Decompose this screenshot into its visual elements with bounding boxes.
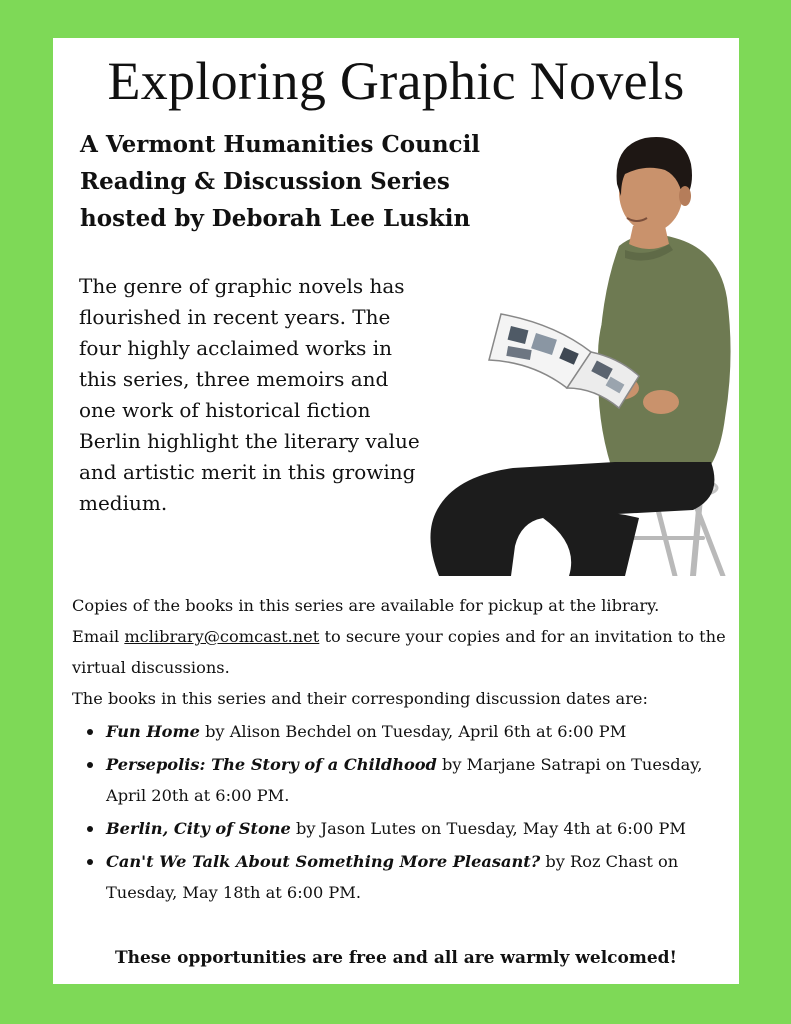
intro-paragraph: The genre of graphic novels has flourished in recent years. The four highly acclaimed works in this series, three memoirs and one work of historical fiction Berlin highlight the literary value and artistic merit in this growing medium. (79, 274, 420, 515)
book-list-item (106, 716, 732, 747)
poster-title: Exploring Graphic Novels (107, 51, 685, 111)
email-link[interactable]: mclibrary@comcast.net (124, 627, 320, 646)
subtitle-line: Reading & Discussion Series (80, 168, 450, 195)
email-suffix: to secure your copies and for an invitation to the virtual discussions. (72, 627, 726, 677)
man-reading-illustration (393, 126, 733, 576)
book-info: by Roz Chast on Tuesday, May 18th at 6:00 PM. (106, 852, 679, 902)
book-title: Berlin, City of Stone (106, 819, 291, 838)
book-list-item (106, 846, 732, 908)
book-title: Persepolis: The Story of a Childhood (106, 755, 437, 774)
book-list (72, 716, 732, 908)
book-info: by Jason Lutes on Tuesday, May 4th at 6:00 PM (296, 819, 687, 838)
subtitle-line: A Vermont Humanities Council (80, 131, 481, 158)
details-section (72, 590, 732, 909)
poster-page (53, 38, 739, 984)
book-list-item (106, 813, 732, 844)
book-info: by Marjane Satrapi on Tuesday, April 20th at 6:00 PM. (106, 755, 703, 805)
book-info: by Alison Bechdel on Tuesday, April 6th at 6:00 PM (205, 722, 627, 741)
availability-text: Copies of the books in this series are available for pickup at the library. (72, 596, 660, 615)
books-intro: The books in this series and their corresponding discussion dates are: (72, 689, 648, 708)
email-text (72, 621, 732, 683)
book-title: Fun Home (106, 722, 200, 741)
book-title: Can't We Talk About Something More Pleasant? (106, 852, 541, 871)
email-prefix: Email (72, 627, 120, 646)
book-list-item (106, 749, 732, 811)
footer-welcome: These opportunities are free and all are warmly welcomed! (114, 948, 678, 968)
subtitle-line: hosted by Deborah Lee Luskin (80, 205, 471, 232)
